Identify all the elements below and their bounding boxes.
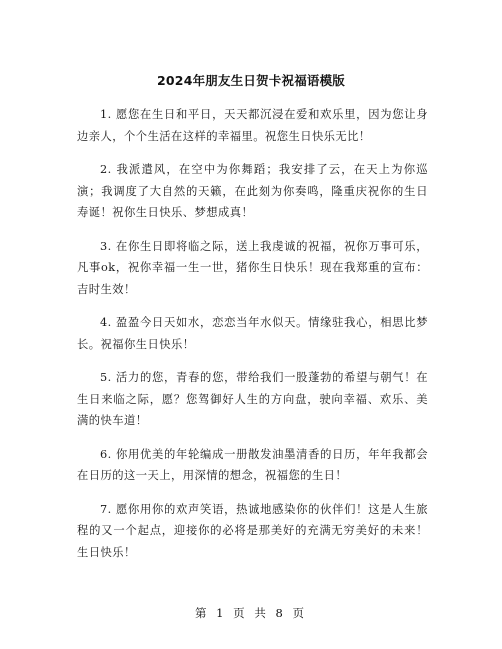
- document-body: [77, 104, 428, 575]
- paragraph-5: 5. 活力的您，青春的您，带给我们一股蓬勃的希望与朝气！在生日来临之际，愿？您驾御好人生的方向盘，驶向幸福、欢乐、美满的快车道！: [77, 371, 428, 427]
- paragraph-4: 4. 盈盈今日天如水，恋恋当年水似天。情缘驻我心，相思比梦长。祝福你生日快乐！: [77, 316, 428, 351]
- document-title: 2024年朋友生日贺卡祝福语模版: [157, 73, 345, 88]
- page-number-footer: 第 1 页 共 8 页: [195, 606, 307, 620]
- paragraph-1: 1. 愿您在生日和平日，天天都沉浸在爱和欢乐里，因为您让身边亲人，个个生活在这样的幸福里。祝您生日快乐无比！: [77, 108, 428, 143]
- paragraph-3: 3. 在你生日即将临之际，送上我虔诚的祝福，祝你万事可乐，凡事ok，祝你幸福一生一世，猪你生日快乐！现在我郑重的宣布：吉时生效！: [77, 239, 428, 296]
- paragraph-6: 6. 你用优美的年轮编成一册散发油墨清香的日历，年年我都会在日历的这一天上，用深情的想念，祝福您的生日！: [77, 447, 428, 482]
- paragraph-2: 2. 我派遣风，在空中为你舞蹈；我安排了云，在天上为你巡演；我调度了大自然的天籁，在此刻为你奏鸣，隆重庆祝你的生日寿诞！祝你生日快乐、梦想成真！: [77, 163, 428, 219]
- paragraph-7: 7. 愿你用你的欢声笑语，热诚地感染你的伙伴们！这是人生旅程的又一个起点，迎接你的必将是那美好的充满无穷美好的未来！生日快乐！: [77, 502, 428, 559]
